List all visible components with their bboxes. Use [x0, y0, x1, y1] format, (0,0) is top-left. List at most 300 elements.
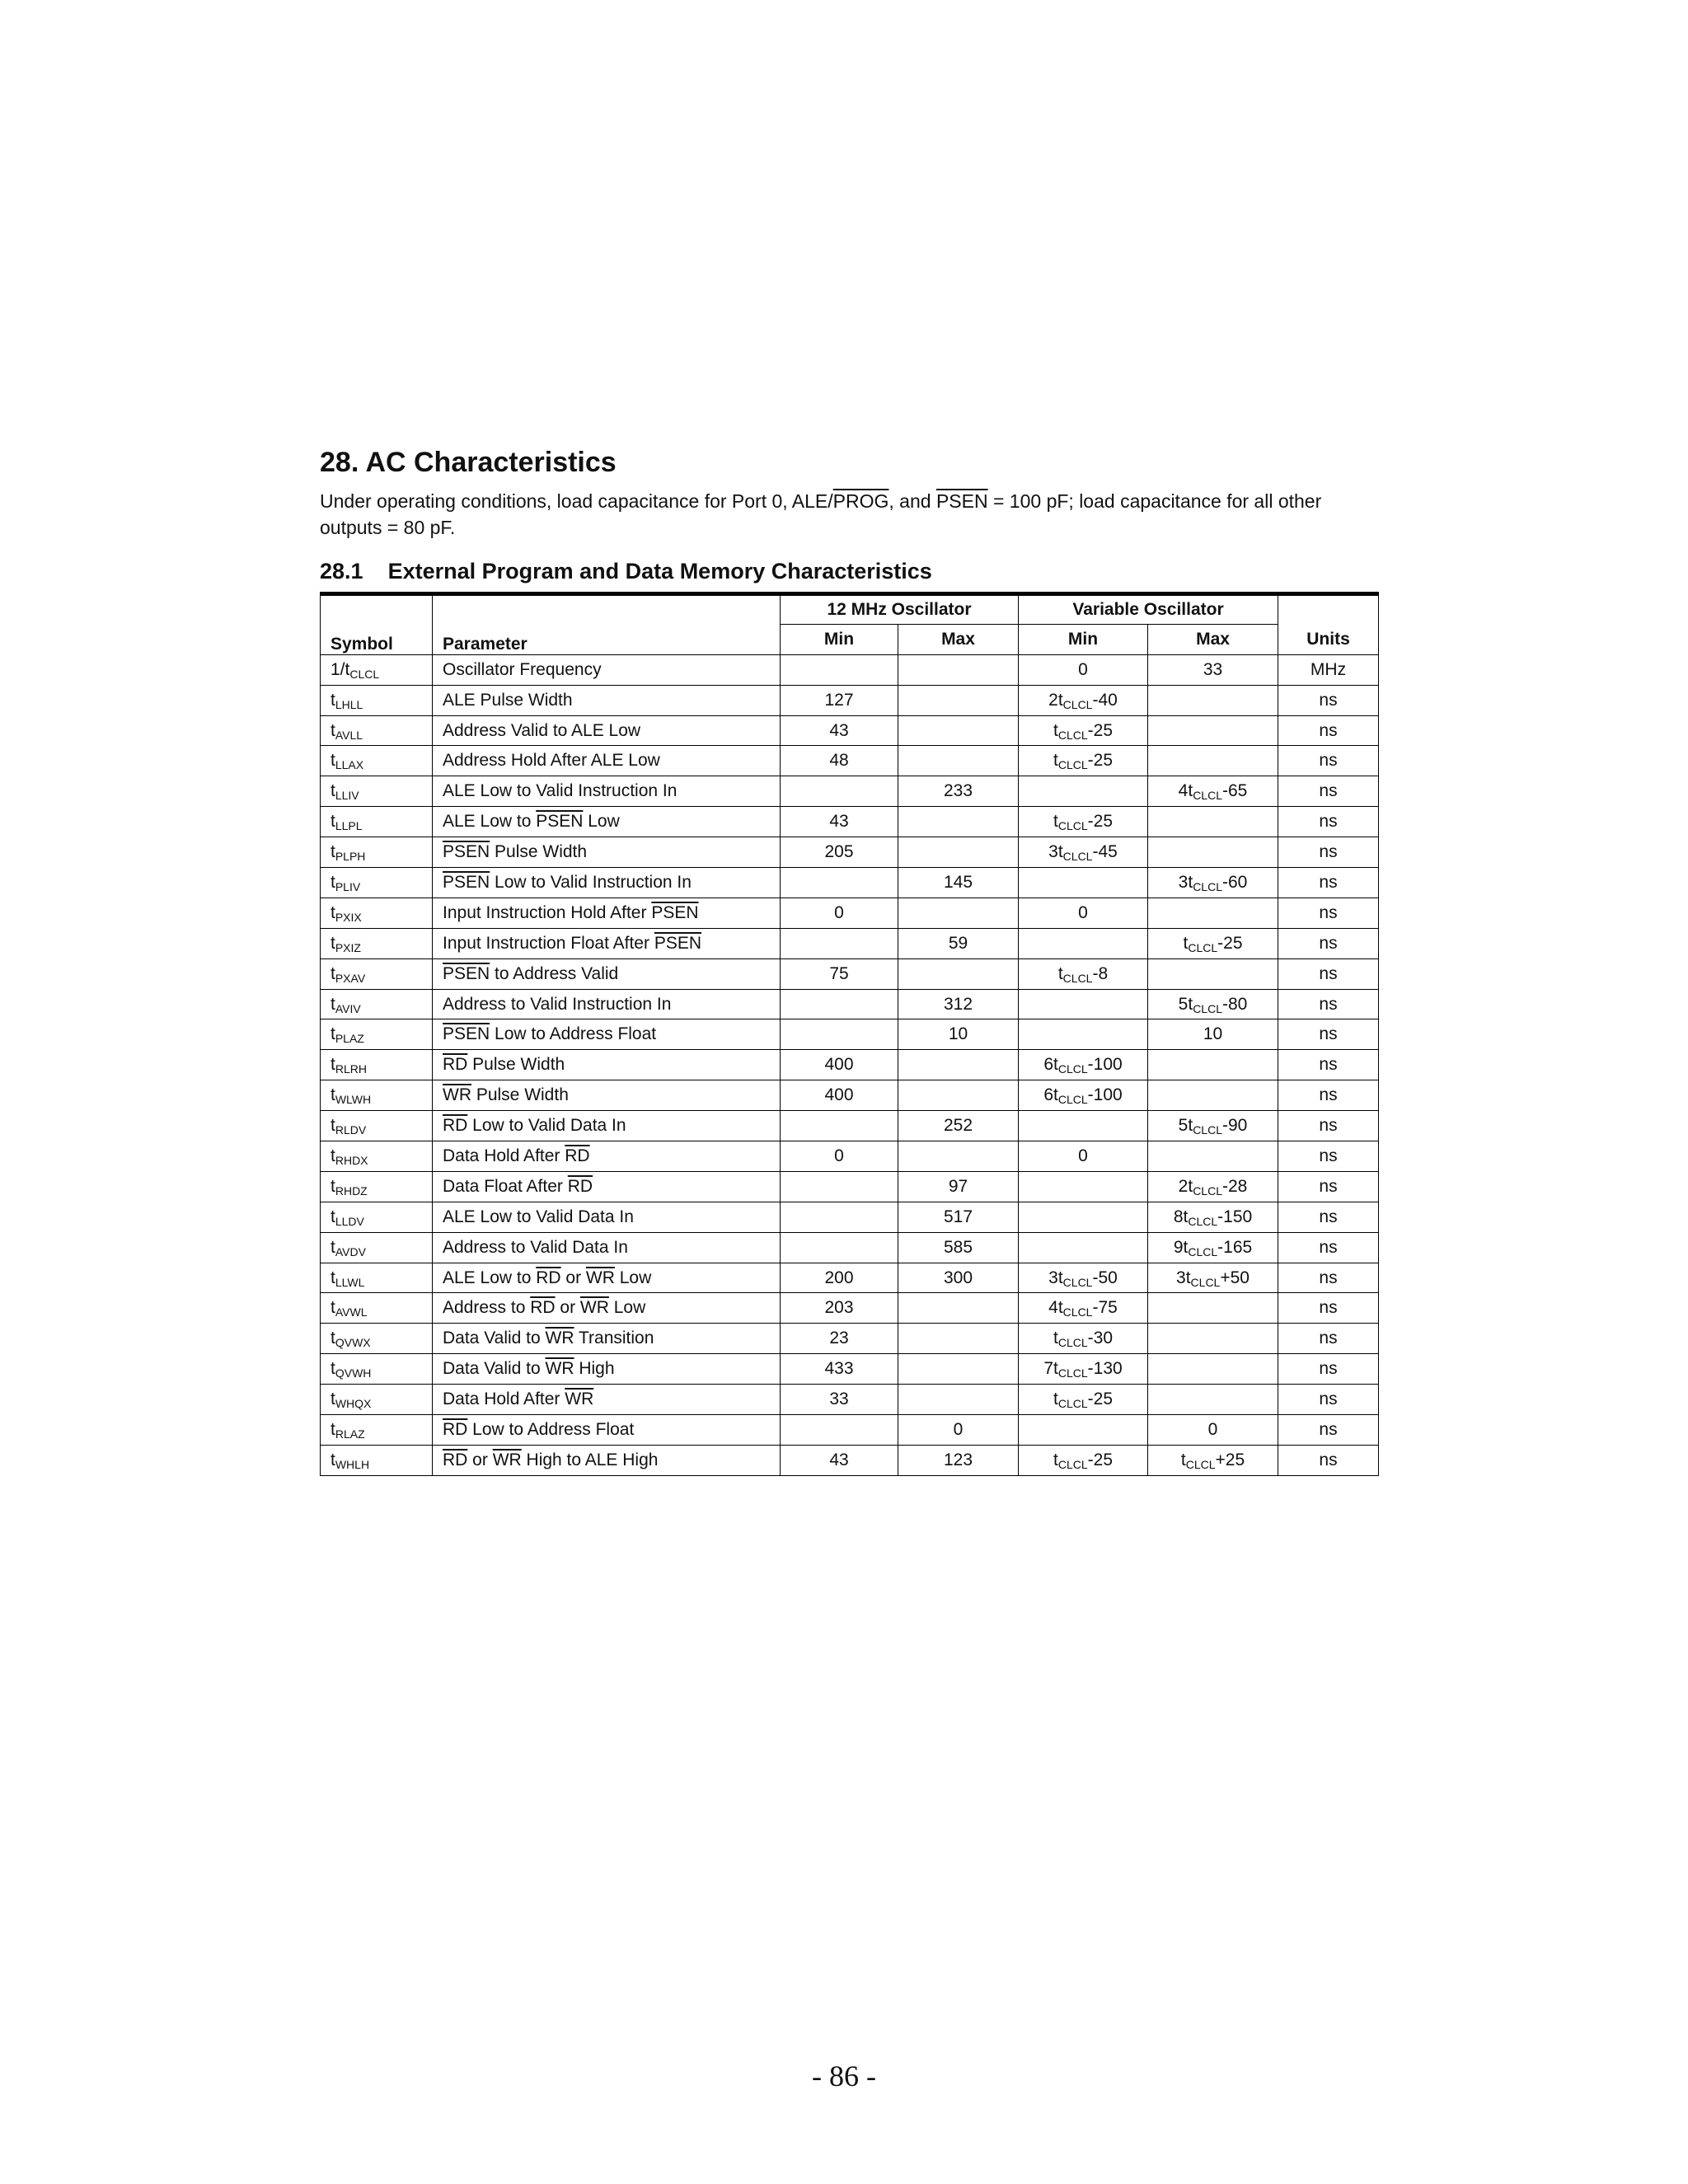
text-segment: Low to Valid Data In [467, 1116, 626, 1136]
cell-symbol [321, 1141, 433, 1172]
cell-max-12mhz: 10 [898, 1019, 1019, 1050]
text-segment: 2t [1178, 1176, 1193, 1196]
signal-name: $\overline{RD}$ [565, 1146, 590, 1165]
subscript: CLCL [1185, 1457, 1216, 1471]
cell-parameter [433, 715, 781, 746]
subscript: PLAZ [335, 1032, 364, 1046]
cell-units: ns [1278, 746, 1379, 776]
table-row [321, 654, 1379, 685]
text-segment: t [331, 1146, 335, 1165]
text-segment: to Address Valid [490, 963, 619, 983]
cell-max-variable [1148, 1019, 1278, 1050]
cell-max-12mhz [898, 837, 1019, 868]
cell-units: ns [1278, 685, 1379, 715]
table-row [321, 1415, 1379, 1446]
cell-symbol [321, 746, 433, 776]
cell-max-variable [1148, 868, 1278, 898]
cell-max-variable [1148, 1354, 1278, 1385]
text-segment: 5t [1178, 1116, 1193, 1136]
cell-max-12mhz: 300 [898, 1263, 1019, 1293]
cell-min-12mhz [781, 1111, 898, 1141]
cell-symbol [321, 989, 433, 1019]
cell-max-12mhz [898, 654, 1019, 685]
cell-parameter [433, 1354, 781, 1385]
header-parameter: Parameter [433, 594, 781, 655]
subscript: CLCL [1193, 879, 1222, 893]
text-segment: -25 [1087, 1390, 1113, 1409]
text-segment: t [331, 781, 335, 801]
cell-max-variable [1148, 1171, 1278, 1202]
subsection-title: External Program and Data Memory Characteristics [387, 559, 932, 583]
signal-name: $\overline{WR}$ [545, 1329, 574, 1348]
text-segment: t [331, 1024, 335, 1044]
cell-max-variable [1148, 1202, 1278, 1232]
text-segment: -165 [1217, 1237, 1253, 1257]
cell-max-variable [1148, 746, 1278, 776]
cell-max-variable [1148, 1141, 1278, 1172]
text-segment: -25 [1087, 812, 1113, 832]
cell-units: ns [1278, 1324, 1379, 1354]
text-segment: ALE Low to [443, 812, 537, 832]
subscript: PXAV [335, 971, 366, 985]
signal-name: PSEN [443, 1024, 490, 1044]
cell-units: ns [1278, 776, 1379, 807]
cell-symbol [321, 1050, 433, 1080]
subscript: CLCL [1062, 697, 1093, 711]
cell-symbol [321, 1080, 433, 1111]
text-segment: -45 [1092, 842, 1118, 862]
text-segment: -75 [1092, 1298, 1118, 1318]
subscript: CLCL [1193, 789, 1222, 803]
text-segment: -25 [1087, 720, 1113, 740]
text-segment: t [331, 1237, 335, 1257]
cell-max-12mhz [898, 1324, 1019, 1354]
table-row [321, 807, 1379, 837]
cell-min-12mhz: 200 [781, 1263, 898, 1293]
table-row [321, 776, 1379, 807]
cell-max-variable [1148, 1445, 1278, 1475]
subscript: CLCL [349, 667, 380, 681]
subscript: AVWL [335, 1305, 368, 1319]
signal-name: $\overline{RD}$ [443, 1450, 468, 1469]
text-segment: t [1053, 720, 1058, 740]
text-segment: t [331, 720, 335, 740]
text-segment: -130 [1087, 1359, 1123, 1379]
cell-min-variable [1019, 1445, 1148, 1475]
cell-parameter [433, 1324, 781, 1354]
table-row [321, 1019, 1379, 1050]
table-row [321, 1263, 1379, 1293]
cell-min-variable [1019, 837, 1148, 868]
table-row [321, 837, 1379, 868]
text-segment: 4t [1048, 1298, 1063, 1318]
text-segment: -90 [1221, 1116, 1248, 1136]
signal-name: $\overline{RD}$ [536, 1268, 561, 1287]
header-max-variable: Max [1148, 624, 1278, 654]
cell-min-12mhz [781, 1202, 898, 1232]
signal-name: $\overline{RD}$ [567, 1176, 593, 1196]
cell-max-12mhz [898, 1385, 1019, 1415]
cell-min-12mhz [781, 654, 898, 685]
cell-symbol [321, 1354, 433, 1385]
cell-min-12mhz: 203 [781, 1293, 898, 1324]
signal-name: PSEN [651, 902, 699, 922]
text-segment: t [1053, 812, 1058, 832]
text-segment: t [331, 994, 335, 1014]
cell-symbol [321, 685, 433, 715]
header-min-variable: Min [1019, 624, 1148, 654]
text-segment: t [331, 1085, 335, 1105]
header-min-12mhz: Min [781, 624, 898, 654]
cell-parameter [433, 1141, 781, 1172]
text-segment: -40 [1092, 690, 1118, 710]
text-segment: ALE Low to Valid Instruction In [443, 781, 678, 801]
cell-max-12mhz: 145 [898, 868, 1019, 898]
text-segment: t [331, 751, 335, 771]
cell-units: ns [1278, 989, 1379, 1019]
signal-name: $\overline{WR}$ [443, 1085, 471, 1105]
header-symbol: Symbol [321, 594, 433, 655]
cell-units: ns [1278, 1050, 1379, 1080]
cell-max-variable [1148, 1385, 1278, 1415]
cell-symbol [321, 1171, 433, 1202]
cell-max-variable [1148, 1232, 1278, 1263]
cell-min-12mhz: 43 [781, 1445, 898, 1475]
text-segment: ALE Low to Valid Data In [443, 1207, 634, 1226]
cell-min-12mhz: 400 [781, 1080, 898, 1111]
cell-parameter [433, 1445, 781, 1475]
signal-name: $\overline{WR}$ [585, 1268, 615, 1287]
cell-max-12mhz [898, 807, 1019, 837]
intro-prog-signal: PROG [832, 490, 889, 512]
cell-units: ns [1278, 928, 1379, 958]
table-row [321, 1354, 1379, 1385]
cell-units: ns [1278, 1263, 1379, 1293]
text-segment: Data Valid to [443, 1359, 546, 1379]
cell-min-12mhz: 43 [781, 715, 898, 746]
subsection-number: 28.1 [320, 559, 363, 583]
cell-min-12mhz [781, 1019, 898, 1050]
cell-min-variable [1019, 1232, 1148, 1263]
cell-min-variable [1019, 1050, 1148, 1080]
cell-max-variable [1148, 989, 1278, 1019]
subscript: CLCL [1057, 1366, 1088, 1380]
text-segment: -65 [1221, 781, 1248, 801]
text-segment: -28 [1221, 1176, 1248, 1196]
text-segment: 5t [1178, 994, 1193, 1014]
cell-symbol [321, 1202, 433, 1232]
text-segment: 6t [1043, 1085, 1058, 1105]
subscript: CLCL [1057, 728, 1088, 742]
cell-min-12mhz: 0 [781, 1141, 898, 1172]
text-segment: Address Hold After ALE Low [443, 751, 660, 771]
text-segment: t [331, 933, 335, 953]
text-segment: t [1053, 1329, 1058, 1348]
subscript: AVDV [335, 1244, 366, 1258]
cell-max-variable [1148, 1415, 1278, 1446]
cell-units: ns [1278, 1354, 1379, 1385]
text-segment: -30 [1087, 1329, 1113, 1348]
intro-psen-signal: PSEN [935, 490, 988, 512]
text-segment: t [331, 1450, 335, 1469]
text-segment: -8 [1092, 963, 1109, 983]
cell-min-12mhz: 433 [781, 1354, 898, 1385]
subscript: CLCL [1057, 758, 1088, 772]
table-row [321, 746, 1379, 776]
text-segment: High [574, 1359, 615, 1379]
cell-min-12mhz [781, 989, 898, 1019]
intro-paragraph [320, 488, 1378, 541]
cell-min-12mhz [781, 928, 898, 958]
subscript: CLCL [1190, 1275, 1221, 1289]
table-row [321, 1232, 1379, 1263]
text-segment: or [560, 1268, 586, 1287]
cell-min-variable [1019, 868, 1148, 898]
text-segment: or [467, 1450, 493, 1469]
text-segment: t [331, 1268, 335, 1287]
cell-parameter [433, 898, 781, 928]
cell-units: MHz [1278, 654, 1379, 685]
text-segment: 3t [1178, 872, 1193, 892]
subscript: RLAZ [335, 1427, 365, 1441]
cell-max-12mhz: 233 [898, 776, 1019, 807]
cell-min-12mhz [781, 1171, 898, 1202]
cell-max-variable [1148, 807, 1278, 837]
section-heading [320, 445, 1378, 480]
cell-max-variable [1148, 1324, 1278, 1354]
cell-parameter [433, 1263, 781, 1293]
cell-max-12mhz [898, 1354, 1019, 1385]
cell-symbol [321, 898, 433, 928]
subscript: QVWX [335, 1336, 371, 1350]
cell-symbol [321, 837, 433, 868]
symbol-prefix: 1/ [331, 659, 345, 679]
cell-min-12mhz: 0 [781, 898, 898, 928]
text-segment: 3t [1048, 842, 1063, 862]
cell-units: ns [1278, 715, 1379, 746]
subscript: LLDV [335, 1214, 364, 1228]
cell-max-variable [1148, 776, 1278, 807]
text-segment: -100 [1087, 1055, 1123, 1075]
table-row [321, 958, 1379, 989]
cell-min-variable [1019, 746, 1148, 776]
cell-min-variable [1019, 776, 1148, 807]
subscript: WLWH [335, 1093, 372, 1107]
cell-parameter [433, 1080, 781, 1111]
text-segment: Pulse Width [471, 1085, 569, 1105]
cell-parameter [433, 868, 781, 898]
text-segment: -25 [1087, 1450, 1113, 1469]
cell-parameter [433, 989, 781, 1019]
subscript: CLCL [1062, 850, 1093, 864]
text-segment: t [1057, 963, 1063, 983]
cell-units: ns [1278, 898, 1379, 928]
text-segment: 0 [1207, 1419, 1218, 1439]
header-units: Units [1278, 594, 1379, 655]
table-row [321, 685, 1379, 715]
subscript: QVWH [335, 1366, 372, 1380]
text-segment: t [331, 1419, 335, 1439]
subscript: CLCL [1057, 1336, 1088, 1350]
cell-units: ns [1278, 1293, 1379, 1324]
signal-name: PSEN [654, 933, 701, 953]
cell-parameter [433, 654, 781, 685]
cell-max-variable [1148, 715, 1278, 746]
cell-min-12mhz [781, 868, 898, 898]
text-segment: Low to Valid Instruction In [490, 872, 692, 892]
table-row [321, 1080, 1379, 1111]
cell-max-variable [1148, 1263, 1278, 1293]
text-segment: 10 [1203, 1024, 1223, 1044]
cell-max-12mhz: 517 [898, 1202, 1019, 1232]
text-segment: 8t [1173, 1207, 1189, 1226]
header-max-12mhz: Max [898, 624, 1019, 654]
text-segment: t [331, 1176, 335, 1196]
table-row [321, 715, 1379, 746]
text-segment: Oscillator Frequency [443, 659, 602, 679]
text-segment: t [331, 1055, 335, 1075]
subscript: CLCL [1057, 1093, 1088, 1107]
cell-symbol [321, 654, 433, 685]
subscript: CLCL [1193, 1123, 1222, 1137]
signal-name: $\overline{WR}$ [545, 1359, 574, 1379]
signal-name: $\overline{WR}$ [565, 1390, 594, 1409]
subscript: CLCL [1057, 819, 1088, 833]
cell-min-variable [1019, 1080, 1148, 1111]
cell-min-12mhz: 43 [781, 807, 898, 837]
text-segment: Data Float After [443, 1176, 568, 1196]
subscript: AVLL [335, 728, 363, 742]
cell-max-12mhz [898, 685, 1019, 715]
text-segment: t [331, 902, 335, 922]
table-row [321, 1293, 1379, 1324]
cell-symbol [321, 776, 433, 807]
table-row [321, 1141, 1379, 1172]
cell-max-variable [1148, 1080, 1278, 1111]
cell-max-12mhz: 585 [898, 1232, 1019, 1263]
table-body [321, 654, 1379, 1475]
cell-max-12mhz [898, 1080, 1019, 1111]
text-segment: -50 [1092, 1268, 1118, 1287]
text-segment: Input Instruction Float After [443, 933, 654, 953]
cell-min-12mhz: 75 [781, 958, 898, 989]
cell-max-variable [1148, 1050, 1278, 1080]
text-segment: Data Hold After [443, 1390, 565, 1409]
signal-name: $\overline{WR}$ [492, 1450, 522, 1469]
cell-min-variable [1019, 1385, 1148, 1415]
cell-symbol [321, 928, 433, 958]
subsection-heading [320, 557, 1378, 585]
text-segment: Transition [574, 1329, 654, 1348]
cell-max-variable [1148, 958, 1278, 989]
subscript: PXIZ [335, 940, 361, 954]
cell-max-12mhz: 123 [898, 1445, 1019, 1475]
cell-parameter [433, 685, 781, 715]
subscript: WHLH [335, 1457, 370, 1471]
cell-min-variable [1019, 1263, 1148, 1293]
section-number: 28. [320, 447, 359, 478]
table-row [321, 1171, 1379, 1202]
subscript: CLCL [1188, 1214, 1218, 1228]
cell-symbol [321, 807, 433, 837]
subscript: CLCL [1062, 971, 1093, 985]
cell-min-12mhz [781, 1232, 898, 1263]
cell-parameter [433, 1293, 781, 1324]
text-segment: -25 [1217, 933, 1243, 953]
text-segment: 33 [1203, 659, 1223, 679]
cell-max-12mhz [898, 746, 1019, 776]
subscript: CLCL [1057, 1397, 1088, 1411]
signal-name: PSEN [536, 812, 584, 832]
cell-parameter [433, 1385, 781, 1415]
cell-symbol [321, 1263, 433, 1293]
text-segment: -60 [1221, 872, 1248, 892]
cell-units: ns [1278, 1019, 1379, 1050]
text-segment: Pulse Width [490, 842, 588, 862]
subscript: LLWL [335, 1275, 365, 1289]
cell-symbol [321, 1445, 433, 1475]
cell-max-variable [1148, 898, 1278, 928]
text-segment: or [555, 1298, 580, 1318]
cell-parameter [433, 1111, 781, 1141]
cell-symbol [321, 1415, 433, 1446]
cell-min-variable [1019, 1415, 1148, 1446]
cell-min-12mhz: 48 [781, 746, 898, 776]
text-segment: t [1053, 751, 1058, 771]
cell-min-12mhz: 205 [781, 837, 898, 868]
signal-name: $\overline{RD}$ [443, 1419, 468, 1439]
table-row [321, 1202, 1379, 1232]
cell-units: ns [1278, 1202, 1379, 1232]
subscript: LLPL [335, 819, 363, 833]
cell-symbol [321, 868, 433, 898]
text-segment: 0 [1078, 902, 1088, 922]
cell-units: ns [1278, 1415, 1379, 1446]
text-segment: -100 [1087, 1085, 1123, 1105]
cell-parameter [433, 1232, 781, 1263]
signal-name: PSEN [443, 963, 490, 983]
text-segment: Low [614, 1268, 652, 1287]
subscript: RHDZ [335, 1183, 368, 1197]
signal-name: PSEN [443, 872, 490, 892]
text-segment: 7t [1043, 1359, 1058, 1379]
subscript: AVIV [335, 1001, 361, 1015]
cell-min-variable [1019, 1293, 1148, 1324]
text-segment: t [1053, 1390, 1058, 1409]
text-segment: t [331, 872, 335, 892]
text-segment: Input Instruction Hold After [443, 902, 652, 922]
header-variable-oscillator: Variable Oscillator [1019, 594, 1278, 625]
cell-max-12mhz: 252 [898, 1111, 1019, 1141]
signal-name: $\overline{RD}$ [530, 1298, 556, 1318]
text-segment: Address to Valid Data In [443, 1237, 628, 1257]
cell-max-12mhz: 312 [898, 989, 1019, 1019]
cell-parameter [433, 958, 781, 989]
text-segment: -80 [1221, 994, 1248, 1014]
subscript: CLCL [1188, 940, 1218, 954]
text-segment: t [331, 842, 335, 862]
cell-parameter [433, 776, 781, 807]
table-row [321, 1050, 1379, 1080]
text-segment: t [1183, 933, 1189, 953]
text-segment: t [1053, 1450, 1058, 1469]
text-segment: t [331, 1298, 335, 1318]
cell-parameter [433, 928, 781, 958]
cell-min-12mhz: 23 [781, 1324, 898, 1354]
subscript: LLIV [335, 789, 359, 803]
subscript: PXIX [335, 910, 362, 924]
cell-min-12mhz: 33 [781, 1385, 898, 1415]
